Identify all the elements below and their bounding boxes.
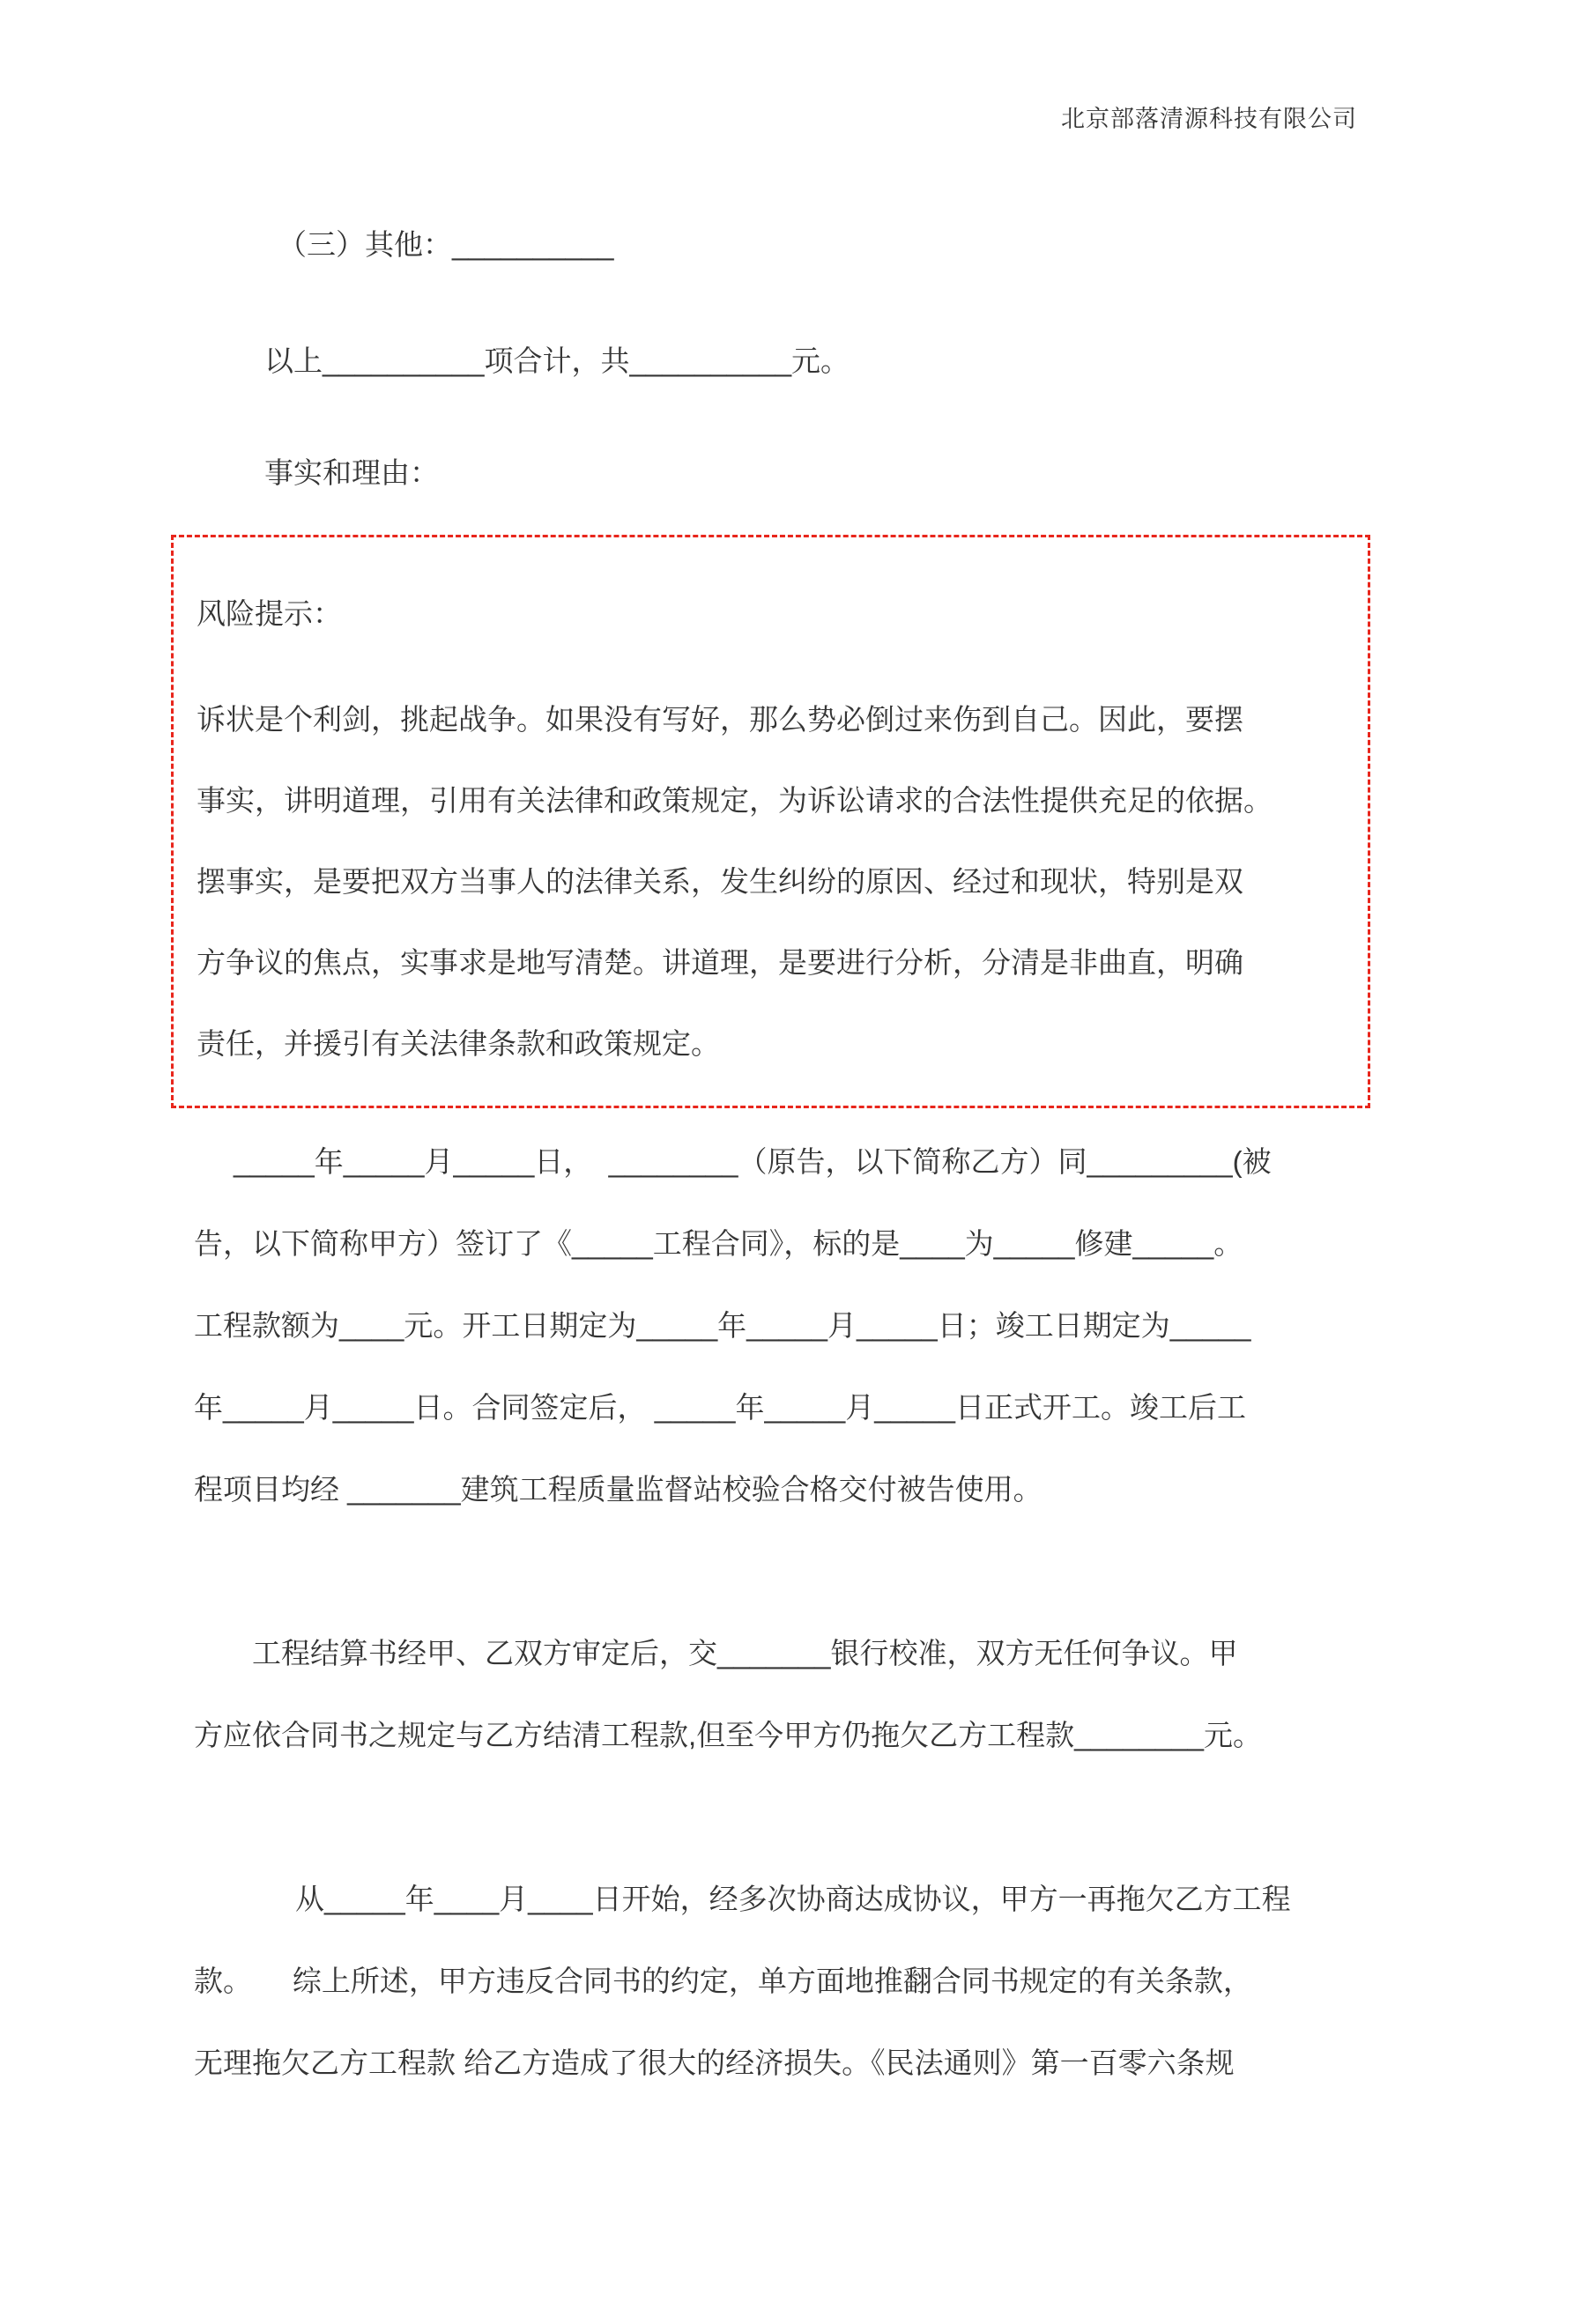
text-line: 工程结算书经甲、乙双方审定后，交_______银行校准，双方无任何争议。甲 — [252, 1637, 1238, 1669]
risk-warning-box — [171, 535, 1370, 1108]
paragraph-settlement — [194, 1612, 1366, 1776]
text-line: 无理拖欠乙方工程款 给乙方造成了很大的经济损失。《民法通则》第一百零六条规 — [194, 2046, 1235, 2079]
text-line: 程项目均经 _______建筑工程质量监督站校验合格交付被告使用。 — [194, 1473, 1042, 1506]
paragraph-contract-facts — [194, 1121, 1366, 1530]
text-line: 诉状是个利剑，挑起战争。如果没有写好，那么势必倒过来伤到自己。因此，要摆 — [197, 703, 1243, 736]
claim-total-line: 以上__________项合计，共__________元。 — [264, 344, 850, 377]
text-line: 工程款额为____元。开工日期定为_____年_____月_____日；竣工日期定为_____ — [194, 1309, 1251, 1342]
text-line: 事实，讲明道理，引用有关法律和政策规定，为诉讼请求的合法性提供充足的依据。 — [197, 784, 1272, 817]
claim-item-other: （三）其他：__________ — [278, 228, 614, 261]
text-line: _____年_____月_____日， ________（原告，以下简称乙方）同_________(被 — [234, 1145, 1272, 1178]
paragraph-conclusion — [194, 1858, 1366, 2104]
risk-warning-text — [197, 679, 1351, 1084]
text-line: 从_____年____月____日开始，经多次协商达成协议，甲方一再拖欠乙方工程 — [295, 1883, 1291, 1915]
text-line: 责任，并援引有关法律条款和政策规定。 — [197, 1027, 720, 1060]
facts-heading: 事实和理由： — [264, 456, 439, 489]
text-line: 告，以下简称甲方）签订了《_____工程合同》，标的是____为_____修建_____。 — [194, 1227, 1243, 1260]
text-line: 方争议的焦点，实事求是地写清楚。讲道理，是要进行分析，分清是非曲直，明确 — [197, 946, 1243, 979]
text-line: 方应依合同书之规定与乙方结清工程款,但至今甲方仍拖欠乙方工程款________元。 — [194, 1719, 1262, 1751]
company-name: 北京部落清源科技有限公司 — [1061, 106, 1357, 132]
text-line: 款。 综上所述，甲方违反合同书的约定，单方面地推翻合同书规定的有关条款， — [194, 1965, 1252, 1997]
text-line: 年_____月_____日。合同签定后， _____年_____月_____日正式开工。竣工后工 — [194, 1391, 1246, 1424]
text-line: 摆事实，是要把双方当事人的法律关系，发生纠纷的原因、经过和现状，特别是双 — [197, 865, 1243, 898]
risk-warning-title: 风险提示： — [197, 597, 342, 630]
